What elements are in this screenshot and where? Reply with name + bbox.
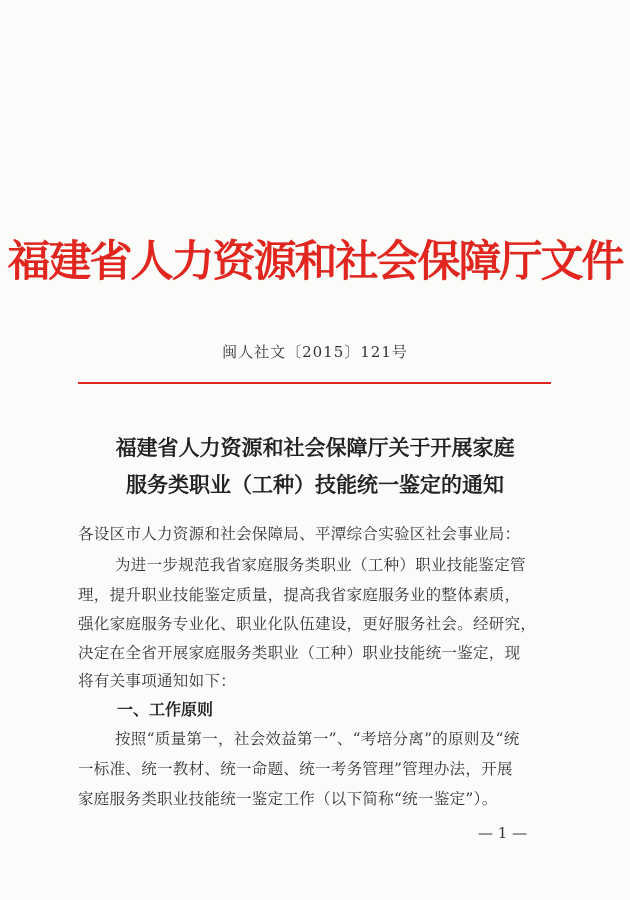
section1-line-1: 按照“质量第一，社会效益第一”、“考培分离”的原则及“统: [115, 730, 520, 748]
intro-line-2: 理，提升职业技能鉴定质量，提高我省家庭服务业的整体素质，: [78, 586, 521, 604]
section1-line-2: 一标准、统一教材、统一命题、统一考务管理”管理办法，开展: [78, 760, 513, 778]
intro-line-5: 将有关事项通知如下：: [78, 672, 237, 690]
document-header-title: 福建省人力资源和社会保障厅文件: [7, 237, 623, 287]
document-number: 闽人社文〔2015〕121号: [222, 343, 408, 361]
document-title-line-1: 福建省人力资源和社会保障厅关于开展家庭: [115, 435, 515, 460]
intro-line-1: 为进一步规范我省家庭服务类职业（工种）职业技能鉴定管: [115, 556, 526, 574]
section1-line-3: 家庭服务类职业技能统一鉴定工作（以下简称“统一鉴定”）。: [78, 790, 498, 808]
page-number: — 1 —: [478, 824, 528, 842]
recipients-line: 各设区市人力资源和社会保障局、平潭综合实验区社会事业局：: [78, 525, 521, 543]
section-heading-work-principles: 一、工作原则: [117, 700, 214, 719]
document-title-line-2: 服务类职业（工种）技能统一鉴定的通知: [126, 472, 504, 497]
red-divider-line: [78, 382, 551, 384]
intro-line-3: 强化家庭服务专业化、职业化队伍建设，更好服务社会。经研究，: [78, 615, 537, 633]
intro-line-4: 决定在全省开展家庭服务类职业（工种）职业技能统一鉴定，现: [78, 644, 521, 662]
